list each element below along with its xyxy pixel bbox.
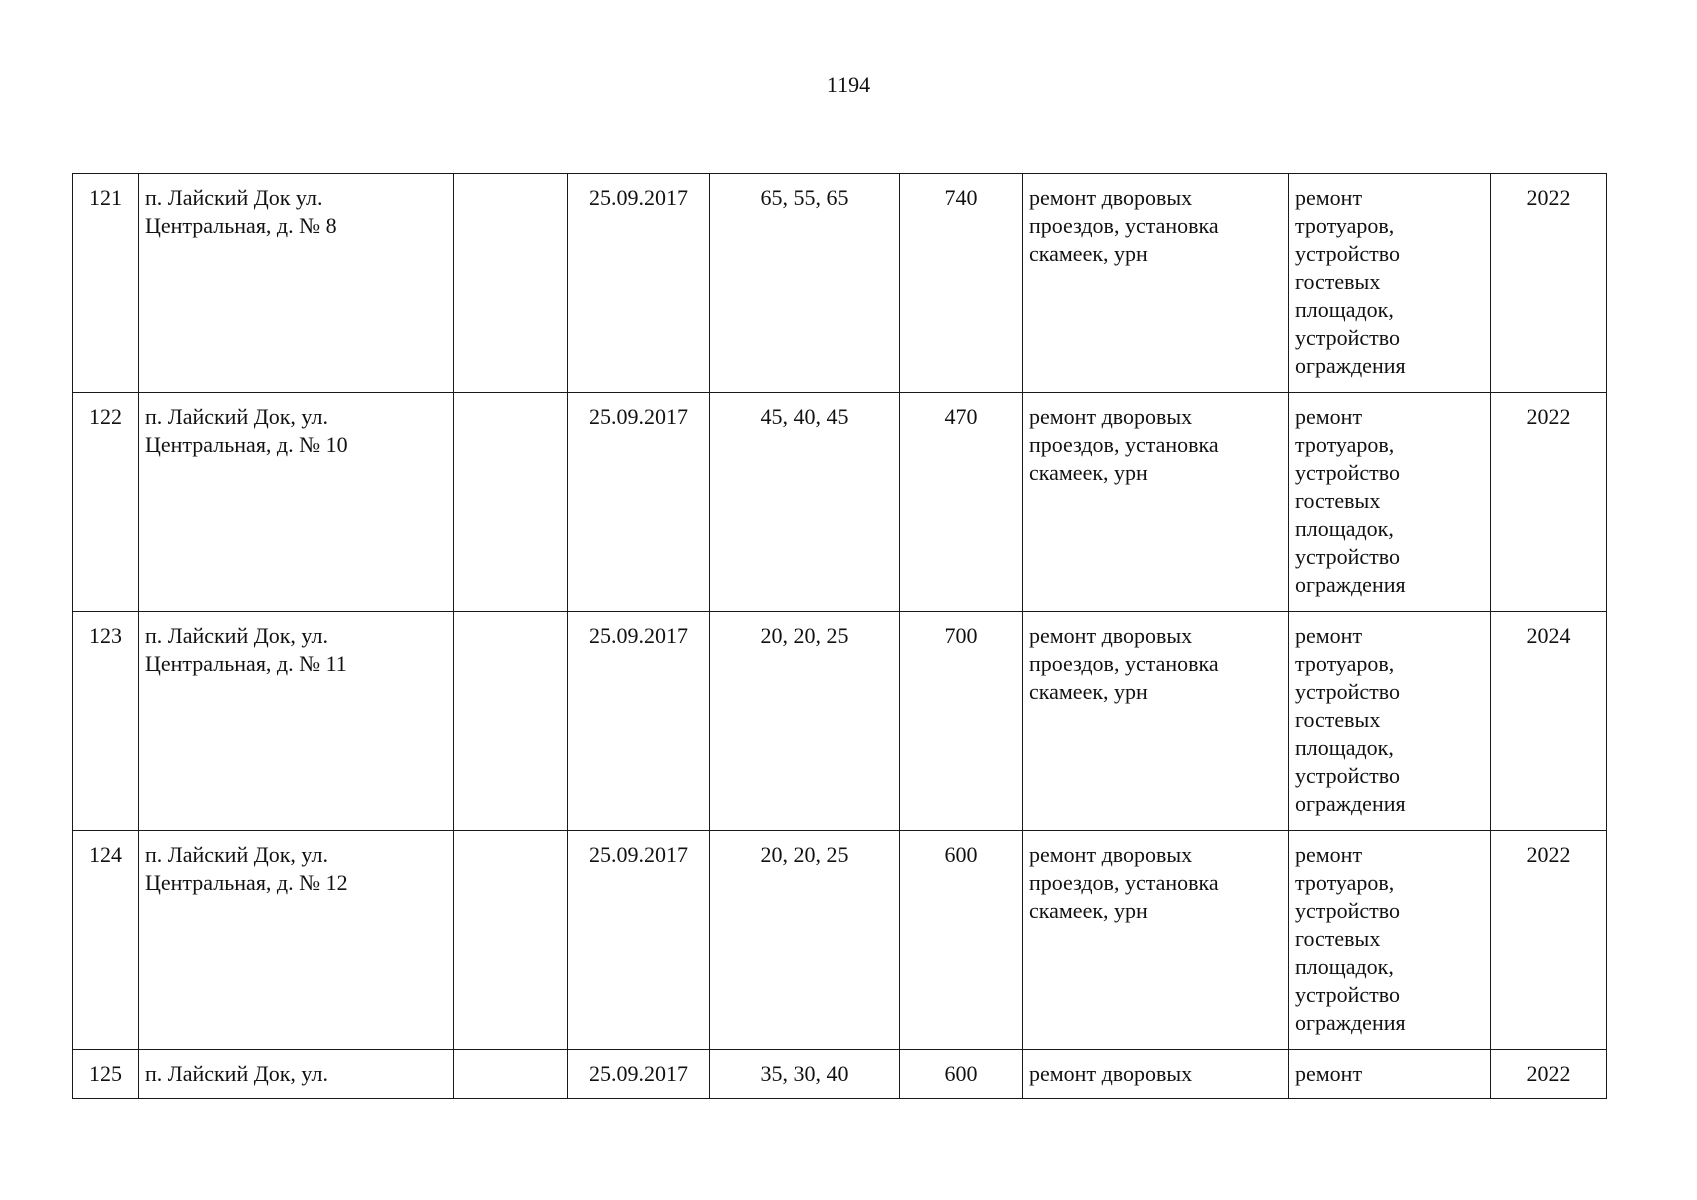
- address-cell: [139, 612, 454, 831]
- extra-works: ремонт: [1295, 1061, 1363, 1086]
- main-works: ремонт дворовых проездов, установка скамеек, урн: [1029, 404, 1219, 485]
- area: 470: [944, 404, 978, 429]
- area: 600: [944, 1061, 978, 1086]
- dims: 35, 30, 40: [760, 1061, 849, 1086]
- dims: 20, 20, 25: [760, 623, 849, 648]
- dims-cell: [710, 612, 900, 831]
- address: п. Лайский Док ул. Центральная, д. № 8: [145, 185, 337, 238]
- year-cell: [1491, 393, 1607, 612]
- year-cell: [1491, 174, 1607, 393]
- area-cell: [900, 831, 1023, 1050]
- main-works-cell: [1023, 1050, 1289, 1099]
- date: 25.09.2017: [589, 1061, 688, 1086]
- extra-works-cell: [1289, 393, 1491, 612]
- main-works-cell: [1023, 831, 1289, 1050]
- table-body: [73, 174, 1607, 1099]
- address: п. Лайский Док, ул. Центральная, д. № 11: [145, 623, 347, 676]
- address: п. Лайский Док, ул. Центральная, д. № 10: [145, 404, 348, 457]
- year: 2022: [1526, 404, 1571, 429]
- address-cell: [139, 831, 454, 1050]
- table-row: [73, 174, 1607, 393]
- area: 600: [944, 842, 978, 867]
- area-cell: [900, 393, 1023, 612]
- page-number: 1194: [826, 72, 871, 97]
- empty-cell: [454, 174, 568, 393]
- extra-works: ремонт тротуаров, устройство гостевых площадок, устройство ограждения: [1295, 842, 1406, 1035]
- empty-cell: [454, 1050, 568, 1099]
- extra-works-cell: [1289, 831, 1491, 1050]
- area: 700: [944, 623, 978, 648]
- date: 25.09.2017: [589, 404, 688, 429]
- main-works: ремонт дворовых проездов, установка скамеек, урн: [1029, 185, 1219, 266]
- address: п. Лайский Док, ул.: [145, 1061, 328, 1086]
- empty-cell: [454, 831, 568, 1050]
- address-cell: [139, 393, 454, 612]
- row-number-cell: [73, 1050, 139, 1099]
- dims: 20, 20, 25: [760, 842, 849, 867]
- main-works-cell: [1023, 393, 1289, 612]
- dims: 45, 40, 45: [760, 404, 849, 429]
- year-cell: [1491, 831, 1607, 1050]
- date: 25.09.2017: [589, 185, 688, 210]
- dims-cell: [710, 174, 900, 393]
- extra-works-cell: [1289, 174, 1491, 393]
- row-number: 125: [89, 1061, 122, 1086]
- extra-works-cell: [1289, 612, 1491, 831]
- table-row: [73, 831, 1607, 1050]
- table-row: [73, 393, 1607, 612]
- year: 2022: [1526, 842, 1571, 867]
- table-row: [73, 1050, 1607, 1099]
- date: 25.09.2017: [589, 842, 688, 867]
- main-works: ремонт дворовых проездов, установка скамеек, урн: [1029, 623, 1219, 704]
- empty-cell: [454, 612, 568, 831]
- main-works: ремонт дворовых: [1029, 1061, 1193, 1086]
- area: 740: [944, 185, 978, 210]
- extra-works: ремонт тротуаров, устройство гостевых площадок, устройство ограждения: [1295, 623, 1406, 816]
- row-number-cell: [73, 174, 139, 393]
- date-cell: [568, 1050, 710, 1099]
- row-number: 121: [89, 185, 122, 210]
- row-number-cell: [73, 831, 139, 1050]
- year-cell: [1491, 1050, 1607, 1099]
- dims-cell: [710, 831, 900, 1050]
- table-row: [73, 612, 1607, 831]
- empty-cell: [454, 393, 568, 612]
- extra-works: ремонт тротуаров, устройство гостевых площадок, устройство ограждения: [1295, 185, 1406, 378]
- date-cell: [568, 612, 710, 831]
- main-works-cell: [1023, 174, 1289, 393]
- row-number-cell: [73, 612, 139, 831]
- date: 25.09.2017: [589, 623, 688, 648]
- extra-works: ремонт тротуаров, устройство гостевых площадок, устройство ограждения: [1295, 404, 1406, 597]
- year: 2024: [1526, 623, 1571, 648]
- area-cell: [900, 1050, 1023, 1099]
- dims: 65, 55, 65: [760, 185, 849, 210]
- main-works-cell: [1023, 612, 1289, 831]
- address: п. Лайский Док, ул. Центральная, д. № 12: [145, 842, 348, 895]
- year: 2022: [1526, 1061, 1571, 1086]
- row-number: 122: [89, 404, 122, 429]
- address-cell: [139, 174, 454, 393]
- row-number: 123: [89, 623, 122, 648]
- date-cell: [568, 174, 710, 393]
- date-cell: [568, 393, 710, 612]
- row-number-cell: [73, 393, 139, 612]
- year: 2022: [1526, 185, 1571, 210]
- area-cell: [900, 612, 1023, 831]
- row-number: 124: [89, 842, 122, 867]
- date-cell: [568, 831, 710, 1050]
- dims-cell: [710, 393, 900, 612]
- dims-cell: [710, 1050, 900, 1099]
- address-cell: [139, 1050, 454, 1099]
- area-cell: [900, 174, 1023, 393]
- year-cell: [1491, 612, 1607, 831]
- main-works: ремонт дворовых проездов, установка скамеек, урн: [1029, 842, 1219, 923]
- extra-works-cell: [1289, 1050, 1491, 1099]
- courtyard-registry-table: [72, 173, 1607, 1099]
